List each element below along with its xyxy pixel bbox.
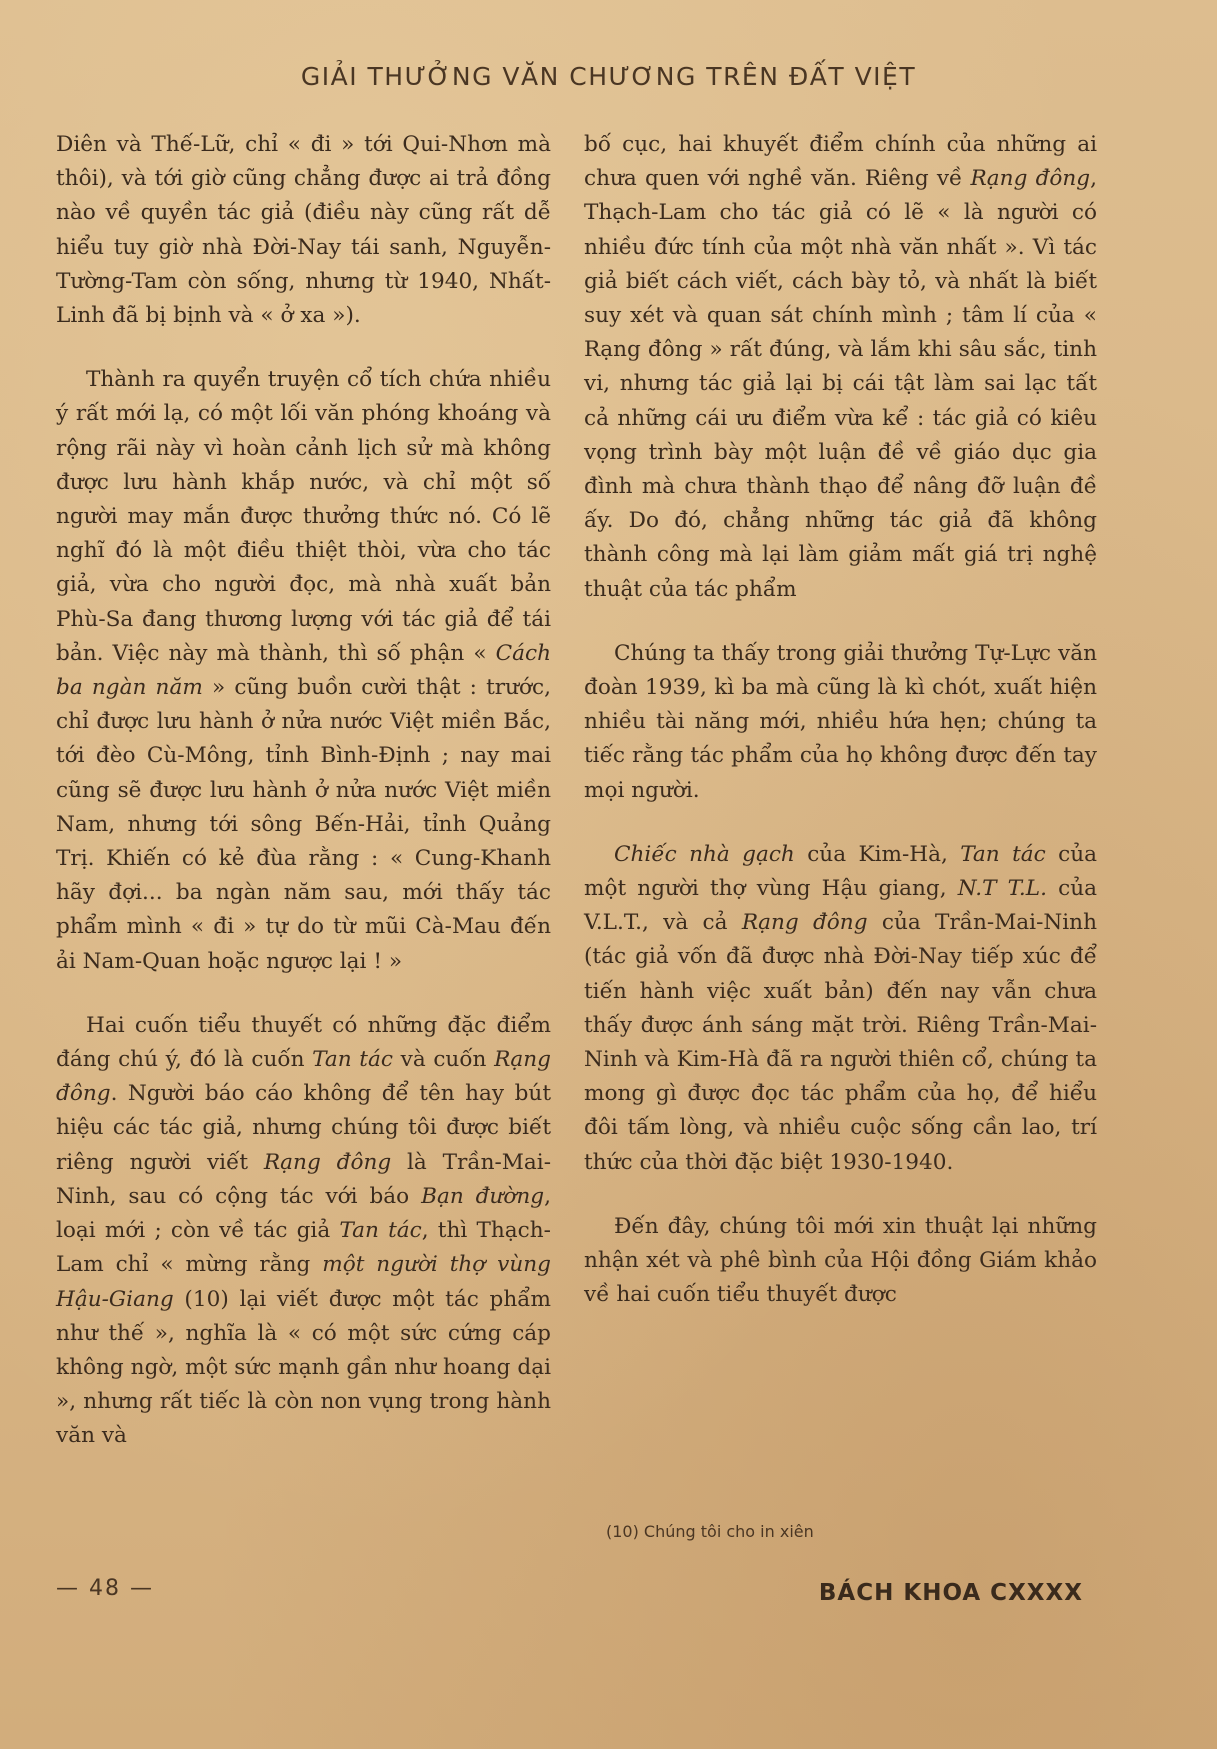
book-title: Tan tác	[339, 1218, 422, 1244]
newspaper-title: Bạn đường	[421, 1183, 545, 1209]
right-paragraph-3: Chiếc nhà gạch của Kim-Hà, Tan tác của một người thợ vùng Hậu giang, N.T T.L. của V.L.T., và cả Rạng đông của Trần-Mai-Ninh (tác giả vốn đã được nhà Đời-Nay tiếp xúc để tiến hành việc xuất bản) đến nay vẫn chưa thấy được ánh sáng mặt trời. Riêng Trần-Mai-Ninh và Kim-Hà đã ra người thiên cổ, chúng ta mong gì được đọc tác phẩm của họ, để hiểu đôi tấm lòng, và nhiều cuộc sống cần lao, trí thức của thời đặc biệt 1930-1940.	[584, 841, 1097, 1175]
right-column	[584, 128, 1097, 1313]
book-title: Rạng đông	[56, 1047, 551, 1107]
book-title: Rạng đông	[263, 1149, 392, 1175]
magazine-name: BÁCH KHOA CXXXX	[818, 1580, 1083, 1606]
book-title: Rạng đông	[741, 910, 868, 936]
running-header: GIẢI THƯỞNG VĂN CHƯƠNG TRÊN ĐẤT VIỆT	[300, 62, 917, 91]
book-title: Tan tác	[960, 841, 1046, 867]
left-paragraph-1: Diên và Thế-Lữ, chỉ « đi » tới Qui-Nhơn mà thôi), và tới giờ cũng chẳng được ai trả đồng nào về quyền tác giả (điều này cũng rất dễ hiểu tuy giờ nhà Đời-Nay tái sanh, Nguyễn-Tường-Tam còn sống, nhưng từ 1940, Nhất-Linh đã bị bịnh và « ở xa »).	[56, 132, 551, 329]
page-number: — 48 —	[56, 1576, 154, 1601]
book-title: Rạng đông	[970, 166, 1091, 192]
book-title: Tan tác	[312, 1047, 393, 1073]
right-paragraph-4: Đến đây, chúng tôi mới xin thuật lại những nhận xét và phê bình của Hội đồng Giám khảo về hai cuốn tiểu thuyết được	[584, 1213, 1097, 1308]
book-title: Chiếc nhà gạch	[614, 841, 795, 867]
right-paragraph-2: Chúng ta thấy trong giải thưởng Tự-Lực văn đoàn 1939, kì ba mà cũng là kì chót, xuất hiện nhiều tài năng mới, nhiều hứa hẹn; chúng ta tiếc rằng tác phẩm của họ không được đến tay mọi người.	[584, 640, 1097, 803]
left-column	[56, 128, 551, 1454]
book-title: N.T T.L.	[957, 876, 1047, 902]
left-paragraph-2: Thành ra quyển truyện cổ tích chứa nhiều ý rất mới lạ, có một lối văn phóng khoáng và rộng rãi này vì hoàn cảnh lịch sử mà không được lưu hành khắp nước, và chỉ một số người may mắn được thưởng thức nó. Có lẽ nghĩ đó là một điều thiệt thòi, vừa cho tác giả, vừa cho người đọc, mà nhà xuất bản Phù-Sa đang thương lượng với tác giả để tái bản. Việc này mà thành, thì số phận « Cách ba ngàn năm » cũng buồn cười thật : trước, chỉ được lưu hành ở nửa nước Việt miền Bắc, tới đèo Cù-Mông, tỉnh Bình-Định ; nay mai cũng sẽ được lưu hành ở nửa nước Việt miền Nam, nhưng tới sông Bến-Hải, tỉnh Quảng Trị. Khiến có kẻ đùa rằng : « Cung-Khanh hãy đợi... ba ngàn năm sau, mới thấy tác phẩm mình « đi » tự do từ mũi Cà-Mau đến ải Nam-Quan hoặc ngược lại ! »	[56, 367, 551, 974]
book-title: Cách ba ngàn năm	[56, 640, 551, 701]
italic-quote: một người thợ vùng Hậu-Giang	[56, 1252, 552, 1312]
right-paragraph-1: bố cục, hai khuyết điểm chính của những ai chưa quen với nghề văn. Riêng về Rạng đông, Thạch-Lam cho tác giả có lẽ « là người có nhiều đức tính của một nhà văn nhất ». Vì tác giả biết cách viết, cách bày tỏ, và nhất là biết suy xét và quan sát chính mình ; tâm lí của « Rạng đông » rất đúng, và lắm khi sâu sắc, tinh vi, nhưng tác giả lại bị cái tật làm sai lạc tất cả những cái ưu điểm vừa kể : tác giả có kiêu vọng trình bày một luận đề về giáo dục gia đình mà chưa thành thạo để nâng đỡ luận đề ấy. Do đó, chẳng những tác giả đã không thành công mà lại làm giảm mất giá trị nghệ thuật của tác phẩm	[584, 132, 1098, 602]
footnote: (10) Chúng tôi cho in xiên	[606, 1522, 814, 1541]
left-paragraph-3: Hai cuốn tiểu thuyết có những đặc điểm đáng chú ý, đó là cuốn Tan tác và cuốn Rạng đông. Người báo cáo không để tên hay bút hiệu các tác giả, nhưng chúng tôi được biết riêng người viết Rạng đông là Trần-Mai-Ninh, sau có cộng tác với báo Bạn đường, loại mới ; còn về tác giả Tan tác, thì Thạch-Lam chỉ « mừng rằng một người thợ vùng Hậu-Giang (10) lại viết được một tác phẩm như thế », nghĩa là « có một sức cứng cáp không ngờ, một sức mạnh gần như hoang dại », nhưng rất tiếc là còn non vụng trong hành văn và	[56, 1012, 552, 1449]
